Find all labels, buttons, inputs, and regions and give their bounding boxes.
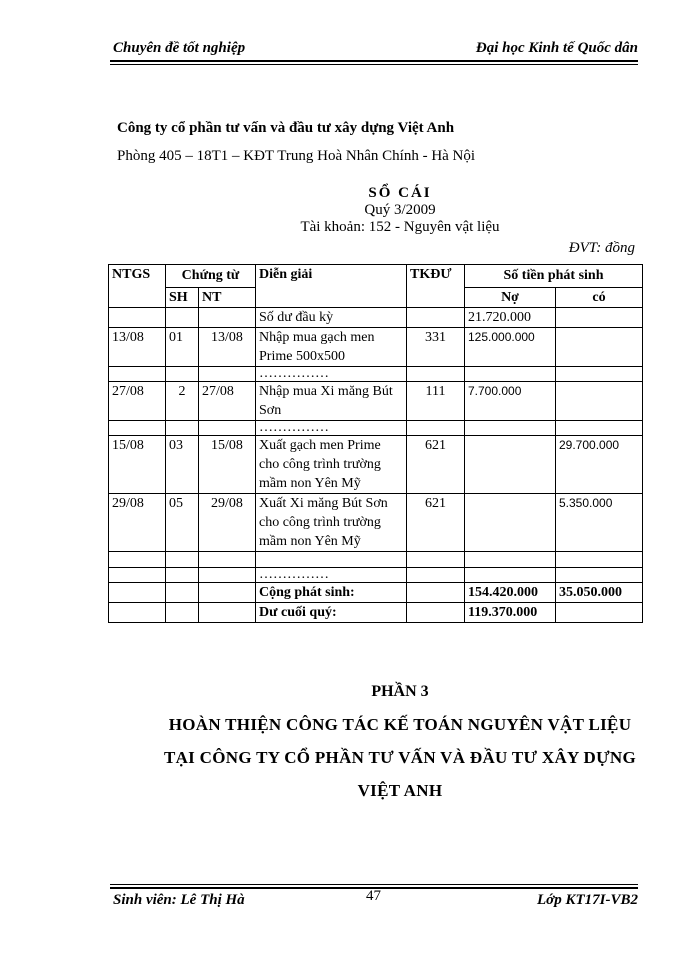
- currency-unit: ĐVT: đồng: [568, 240, 635, 256]
- cell-credit: 5.350.000: [556, 494, 643, 552]
- header-rule-thin: [110, 64, 638, 65]
- ellipsis: ……………: [256, 367, 407, 382]
- cell-nt: 29/08: [199, 494, 256, 552]
- col-nt: NT: [199, 288, 256, 308]
- cell-credit: [556, 382, 643, 421]
- table-row: [109, 328, 643, 367]
- heading-line-3: VIỆT ANH: [357, 781, 443, 800]
- total-row: [109, 583, 643, 603]
- total-label: Cộng phát sinh:: [256, 583, 407, 603]
- header-rule: [110, 60, 638, 62]
- col-voucher: Chứng từ: [166, 265, 256, 288]
- ledger-account: Tài khoản: 152 - Nguyên vật liệu: [300, 219, 500, 235]
- header-right: Đại học Kinh tế Quốc dân: [475, 40, 638, 56]
- cell-ntgs: 13/08: [109, 328, 166, 367]
- col-amount: Số tiền phát sinh: [465, 265, 643, 288]
- col-credit: có: [556, 288, 643, 308]
- cell-ntgs: 29/08: [109, 494, 166, 552]
- ellipsis-row: [109, 421, 643, 436]
- table-row: [109, 494, 643, 552]
- cell-description: Xuất gạch men Prime cho công trình trường mầm non Yên Mỹ: [256, 436, 407, 494]
- cell-description: Nhập mua gạch men Prime 500x500: [256, 328, 407, 367]
- total-credit: 35.050.000: [556, 583, 643, 603]
- cell-sh: 01: [166, 328, 199, 367]
- empty-row: [109, 552, 643, 568]
- company-address: Phòng 405 – 18T1 – KĐT Trung Hoà Nhân Chính - Hà Nội: [117, 148, 476, 164]
- cell-sh: 05: [166, 494, 199, 552]
- cell-ntgs: 27/08: [109, 382, 166, 421]
- table-header-row: [109, 265, 643, 288]
- part-title: PHẦN 3: [371, 683, 429, 700]
- ledger-quarter: Quý 3/2009: [364, 202, 436, 218]
- total-debit: 154.420.000: [465, 583, 556, 603]
- cell-nt: 15/08: [199, 436, 256, 494]
- table-row: [109, 382, 643, 421]
- closing-label: Dư cuối quý:: [256, 603, 407, 623]
- cell-tkdu: 621: [407, 494, 465, 552]
- ellipsis-row: [109, 568, 643, 583]
- ledger-table: [108, 264, 643, 623]
- opening-debit: 21.720.000: [465, 308, 556, 328]
- heading-line-2: TẠI CÔNG TY CỔ PHẦN TƯ VẤN VÀ ĐẦU TƯ XÂY DỰNG: [163, 748, 637, 767]
- cell-description: Xuất Xi măng Bút Sơn cho công trình trường mầm non Yên Mỹ: [256, 494, 407, 552]
- col-tkdu: TKĐƯ: [407, 265, 465, 308]
- opening-label: Số dư đầu kỳ: [256, 308, 407, 328]
- ellipsis: ……………: [256, 568, 407, 583]
- footer-class: Lớp KT17I-VB2: [537, 892, 638, 908]
- col-description: Diễn giải: [256, 265, 407, 308]
- cell-credit: 29.700.000: [556, 436, 643, 494]
- closing-debit: 119.370.000: [465, 603, 556, 623]
- cell-credit: [556, 328, 643, 367]
- col-debit: Nợ: [465, 288, 556, 308]
- footer-student: Sinh viên: Lê Thị Hà: [113, 892, 245, 908]
- section-heading: [110, 708, 690, 807]
- cell-debit: [465, 494, 556, 552]
- ellipsis-row: [109, 367, 643, 382]
- table-row: [109, 436, 643, 494]
- header-left: Chuyên đề tốt nghiệp: [113, 40, 246, 56]
- cell-tkdu: 621: [407, 436, 465, 494]
- cell-debit: 125.000.000: [465, 328, 556, 367]
- cell-nt: 27/08: [199, 382, 256, 421]
- closing-row: [109, 603, 643, 623]
- cell-debit: [465, 436, 556, 494]
- cell-debit: 7.700.000: [465, 382, 556, 421]
- ledger-title: SỔ CÁI: [368, 185, 432, 201]
- col-ntgs: NTGS: [109, 265, 166, 308]
- cell-tkdu: 111: [407, 382, 465, 421]
- page-number: 47: [366, 888, 381, 904]
- footer-rule-thin: [110, 884, 638, 885]
- cell-nt: 13/08: [199, 328, 256, 367]
- cell-tkdu: 331: [407, 328, 465, 367]
- cell-description: Nhập mua Xi măng Bút Sơn: [256, 382, 407, 421]
- cell-sh: 03: [166, 436, 199, 494]
- opening-balance-row: [109, 308, 643, 328]
- heading-line-1: HOÀN THIỆN CÔNG TÁC KẾ TOÁN NGUYÊN VẬT LIỆU: [168, 715, 632, 734]
- cell-sh: 2: [166, 382, 199, 421]
- company-name: Công ty cổ phần tư vấn và đầu tư xây dựng Việt Anh: [117, 120, 455, 136]
- cell-ntgs: 15/08: [109, 436, 166, 494]
- col-sh: SH: [166, 288, 199, 308]
- ellipsis: ……………: [256, 421, 407, 436]
